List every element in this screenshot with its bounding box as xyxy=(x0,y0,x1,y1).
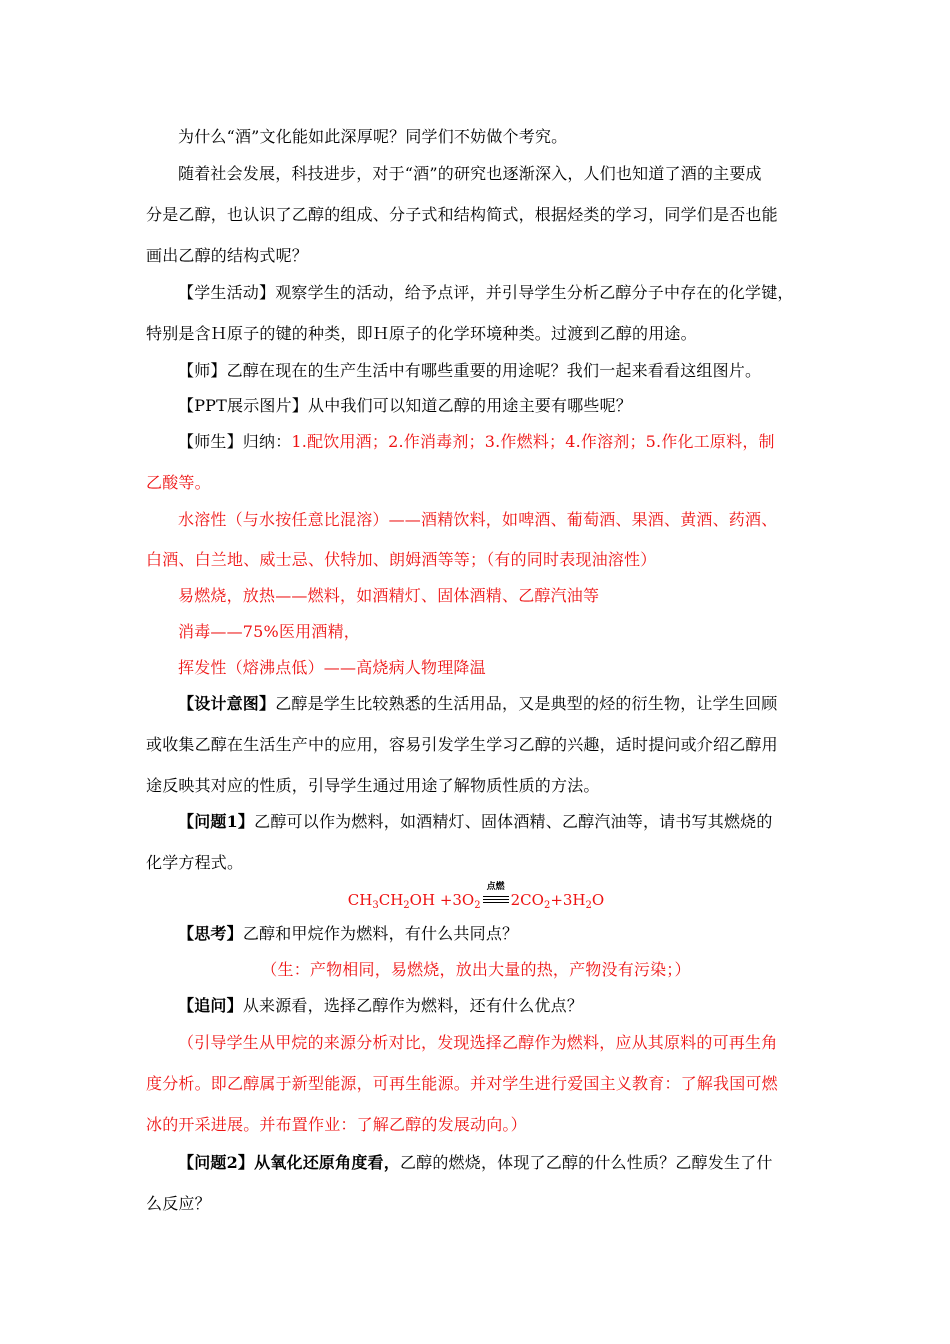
paragraph-line: 【师】乙醇在现在的生产生活中有哪些重要的用途呢？我们一起来看看这组图片。 xyxy=(178,361,762,380)
paragraph-line: 画出乙醇的结构式呢？ xyxy=(146,246,309,265)
section-label: 【设计意图】 xyxy=(178,694,276,713)
paragraph-line: 特别是含Ｈ原子的键的种类，即Ｈ原子的化学环境种类。过渡到乙醇的用途。 xyxy=(146,324,697,343)
section-label: 【问题2】从氧化还原角度看， xyxy=(178,1153,400,1172)
paragraph-line: 【问题1】乙醇可以作为燃料，如酒精灯、固体酒精、乙醇汽油等，请书写其燃烧的 xyxy=(178,812,773,831)
section-label: 【思考】 xyxy=(178,924,243,943)
paragraph-line: 化学方程式。 xyxy=(146,853,244,872)
paragraph-line: 【设计意图】乙醇是学生比较熟悉的生活用品，又是典型的烃的衍生物，让学生回顾 xyxy=(178,694,778,713)
paragraph-line: 乙酸等。 xyxy=(146,473,211,492)
paragraph-line: 【问题2】从氧化还原角度看，乙醇的燃烧，体现了乙醇的什么性质？乙醇发生了什 xyxy=(178,1153,773,1172)
paragraph-line: 挥发性（熔沸点低）——高烧病人物理降温 xyxy=(178,658,486,677)
paragraph-line: （引导学生从甲烷的来源分析对比，发现选择乙醇作为燃料，应从其原料的可再生角 xyxy=(178,1033,778,1052)
equals-line xyxy=(483,902,509,903)
section-label: 【追问】 xyxy=(178,996,243,1015)
section-label: 【师生】归纳： xyxy=(178,432,292,451)
paragraph-line: 度分析。即乙醇属于新型能源，可再生能源。并对学生进行爱国主义教育：了解我国可燃 xyxy=(146,1074,778,1093)
uses-list: 1.配饮用酒；2.作消毒剂；3.作燃料；4.作溶剂；5.作化工原料，制 xyxy=(291,432,775,451)
paragraph-line: 冰的开采进展。并布置作业：了解乙醇的发展动向。） xyxy=(146,1115,527,1134)
paragraph-line: 易燃烧，放热——燃料，如酒精灯、固体酒精、乙醇汽油等 xyxy=(178,586,600,605)
paragraph-line xyxy=(146,432,838,452)
equals-line xyxy=(483,899,509,900)
paragraph-line: （生：产物相同，易燃烧，放出大量的热，产物没有污染；） xyxy=(261,960,691,979)
paragraph-line: 水溶性（与水按任意比混溶）——酒精饮料，如啤酒、葡萄酒、果酒、黄酒、药酒、 xyxy=(178,510,778,529)
paragraph-line: 【学生活动】观察学生的活动，给予点评，并引导学生分析乙醇分子中存在的化学键， xyxy=(178,283,794,302)
paragraph-line: 【追问】从来源看，选择乙醇作为燃料，还有什么优点？ xyxy=(178,996,584,1015)
paragraph-line: 【PPT展示图片】从中我们可以知道乙醇的用途主要有哪些呢？ xyxy=(178,396,633,415)
paragraph-line: 随着社会发展，科技进步，对于“酒”的研究也逐渐深入，人们也知道了酒的主要成 xyxy=(178,164,762,183)
paragraph-line: 为什么“酒”文化能如此深厚呢？同学们不妨做个考究。 xyxy=(178,127,568,146)
paragraph-line: 么反应？ xyxy=(146,1194,211,1213)
section-label: 【问题1】 xyxy=(178,812,255,831)
paragraph-line: 或收集乙醇在生活生产中的应用，容易引发学生学习乙醇的兴趣，适时提问或介绍乙醇用 xyxy=(146,735,778,754)
paragraph-line: 分是乙醇，也认识了乙醇的组成、分子式和结构简式，根据烃类的学习，同学们是否也能 xyxy=(146,205,778,224)
paragraph-line: 途反映其对应的性质，引导学生通过用途了解物质性质的方法。 xyxy=(146,776,600,795)
paragraph-line: 【思考】乙醇和甲烷作为燃料，有什么共同点？ xyxy=(178,924,519,943)
equals-line xyxy=(483,896,509,897)
paragraph-line: 消毒——75%医用酒精， xyxy=(178,622,360,641)
paragraph-line: 白酒、白兰地、威士忌、伏特加、朗姆酒等等；（有的同时表现油溶性） xyxy=(146,550,657,569)
combustion-equation: $CH_3CH_2OH +3O_2$ 点燃 $2CO_2+3H_2O$ xyxy=(347,882,605,911)
reaction-condition: 点燃 xyxy=(481,889,511,907)
